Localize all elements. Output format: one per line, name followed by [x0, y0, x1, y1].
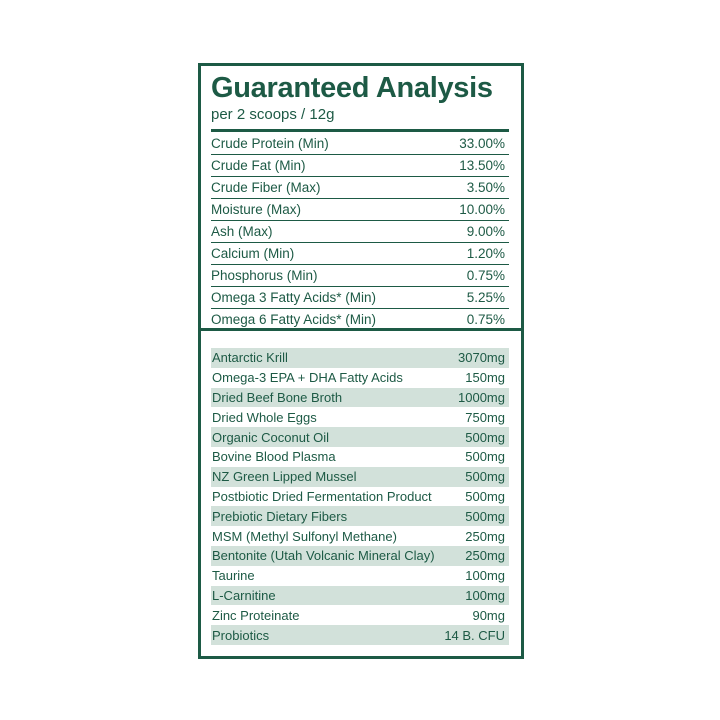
ingredient-row-name: Bentonite (Utah Volcanic Mineral Clay)	[212, 548, 435, 564]
ingredient-row	[211, 467, 509, 487]
analysis-row	[211, 177, 509, 199]
analysis-row-value: 0.75%	[466, 268, 505, 283]
ingredient-row-name: Omega-3 EPA + DHA Fatty Acids	[212, 370, 403, 386]
ingredient-row-value: 14 B. CFU	[444, 627, 505, 643]
ingredient-row-name: NZ Green Lipped Mussel	[212, 469, 357, 485]
serving-size: per 2 scoops / 12g	[211, 106, 335, 123]
analysis-row-name: Crude Fiber (Max)	[211, 180, 321, 195]
analysis-row-name: Phosphorus (Min)	[211, 268, 318, 283]
ingredient-row-value: 500mg	[465, 449, 505, 465]
ingredient-row-value: 500mg	[465, 488, 505, 504]
analysis-row-name: Omega 3 Fatty Acids* (Min)	[211, 290, 377, 305]
ingredient-row	[211, 487, 509, 507]
analysis-row-value: 5.25%	[466, 290, 505, 305]
ingredient-row	[211, 427, 509, 447]
ingredient-row-value: 3070mg	[458, 350, 505, 366]
ingredient-row-name: Antarctic Krill	[212, 350, 288, 366]
analysis-row	[211, 221, 509, 243]
ingredient-row	[211, 605, 509, 625]
analysis-row-value: 9.00%	[466, 224, 505, 239]
ingredient-row-name: Organic Coconut Oil	[212, 429, 330, 445]
analysis-row	[211, 265, 509, 287]
guaranteed-analysis-panel	[198, 63, 524, 659]
analysis-row-name: Omega 6 Fatty Acids* (Min)	[211, 312, 377, 327]
analysis-row-value: 1.20%	[466, 246, 505, 261]
analysis-row-name: Calcium (Min)	[211, 246, 295, 261]
analysis-row	[211, 287, 509, 309]
analysis-row-name: Crude Fat (Min)	[211, 158, 306, 173]
analysis-row	[211, 133, 509, 155]
ingredient-row-name: Zinc Proteinate	[212, 607, 300, 623]
ingredient-row	[211, 586, 509, 606]
panel-title: Guaranteed Analysis	[211, 72, 493, 104]
ingredient-row	[211, 526, 509, 546]
ingredient-row-name: MSM (Methyl Sulfonyl Methane)	[212, 528, 397, 544]
section-divider	[201, 328, 521, 331]
guaranteed-analysis-list	[211, 133, 509, 331]
ingredient-row-value: 90mg	[472, 607, 505, 623]
analysis-row-name: Ash (Max)	[211, 224, 273, 239]
ingredient-row-value: 250mg	[465, 528, 505, 544]
ingredient-row	[211, 348, 509, 368]
ingredient-row	[211, 368, 509, 388]
analysis-row-value: 13.50%	[459, 158, 505, 173]
analysis-row-value: 3.50%	[466, 180, 505, 195]
ingredient-row-value: 500mg	[465, 429, 505, 445]
ingredient-row-name: Dried Beef Bone Broth	[212, 389, 343, 405]
ingredient-row-value: 500mg	[465, 469, 505, 485]
analysis-row-value: 0.75%	[466, 312, 505, 327]
ingredient-row-value: 100mg	[465, 587, 505, 603]
analysis-row	[211, 243, 509, 265]
ingredient-row-name: L-Carnitine	[212, 587, 276, 603]
ingredient-row-name: Probiotics	[212, 627, 270, 643]
ingredient-row	[211, 566, 509, 586]
analysis-row	[211, 155, 509, 177]
ingredient-row-value: 100mg	[465, 568, 505, 584]
ingredient-row-value: 500mg	[465, 508, 505, 524]
ingredient-row	[211, 625, 509, 645]
analysis-row	[211, 199, 509, 221]
analysis-row-name: Crude Protein (Min)	[211, 136, 329, 151]
title-rule	[211, 129, 509, 132]
ingredient-row	[211, 407, 509, 427]
ingredient-row-name: Taurine	[212, 568, 255, 584]
ingredient-row-value: 750mg	[465, 409, 505, 425]
analysis-row-value: 10.00%	[459, 202, 505, 217]
ingredient-row-value: 150mg	[465, 370, 505, 386]
ingredient-row-name: Postbiotic Dried Fermentation Product	[212, 488, 432, 504]
analysis-row-value: 33.00%	[459, 136, 505, 151]
ingredient-row	[211, 447, 509, 467]
analysis-row-name: Moisture (Max)	[211, 202, 302, 217]
ingredient-row	[211, 546, 509, 566]
ingredient-row-name: Dried Whole Eggs	[212, 409, 317, 425]
ingredient-row	[211, 506, 509, 526]
ingredient-row	[211, 388, 509, 408]
ingredient-row-value: 1000mg	[458, 389, 505, 405]
ingredient-row-name: Bovine Blood Plasma	[212, 449, 336, 465]
ingredient-row-value: 250mg	[465, 548, 505, 564]
ingredient-row-name: Prebiotic Dietary Fibers	[212, 508, 348, 524]
ingredient-list	[211, 348, 509, 645]
